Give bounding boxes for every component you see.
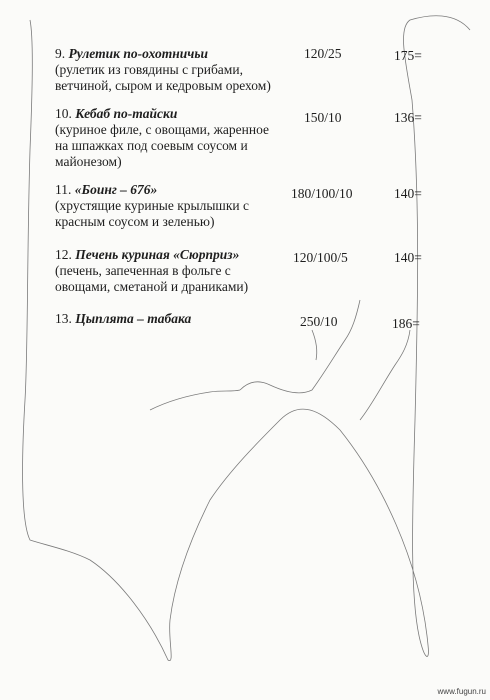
watermark-url: www.fugun.ru bbox=[437, 687, 486, 696]
item-number: 13. bbox=[55, 311, 72, 326]
item-weight: 150/10 bbox=[304, 110, 342, 125]
item-number: 12. bbox=[55, 247, 72, 262]
item-price: 186= bbox=[392, 316, 420, 331]
item-price: 140= bbox=[394, 250, 422, 265]
item-weight: 120/25 bbox=[304, 46, 342, 61]
item-name: Рулетик по-охотничьи bbox=[68, 46, 209, 61]
item-price: 136= bbox=[394, 110, 422, 125]
item-name: «Боинг – 676» bbox=[74, 182, 158, 197]
item-price: 175= bbox=[394, 48, 422, 63]
item-weight: 120/100/5 bbox=[293, 250, 348, 265]
item-number: 9. bbox=[55, 46, 66, 61]
item-number: 10. bbox=[55, 106, 72, 121]
item-description: (печень, запеченная в фольге с овощами, сметаной и драниками) bbox=[55, 263, 249, 294]
item-weight: 250/10 bbox=[300, 314, 338, 329]
item-description: (рулетик из говядины с грибами, ветчиной, сыром и кедровым орехом) bbox=[55, 62, 271, 93]
item-name: Цыплята – табака bbox=[75, 311, 192, 326]
item-weight: 180/100/10 bbox=[291, 186, 353, 201]
item-name: Кебаб по-тайски bbox=[75, 106, 178, 121]
item-description: (куриное филе, с овощами, жаренное на шпажках под соевым соусом и майонезом) bbox=[55, 122, 270, 169]
item-price: 140= bbox=[394, 186, 422, 201]
item-description: (хрустящие куриные крылышки с красным соусом и зеленью) bbox=[55, 198, 249, 229]
item-name: Печень куриная «Сюрприз» bbox=[75, 247, 240, 262]
item-number: 11. bbox=[55, 182, 72, 197]
